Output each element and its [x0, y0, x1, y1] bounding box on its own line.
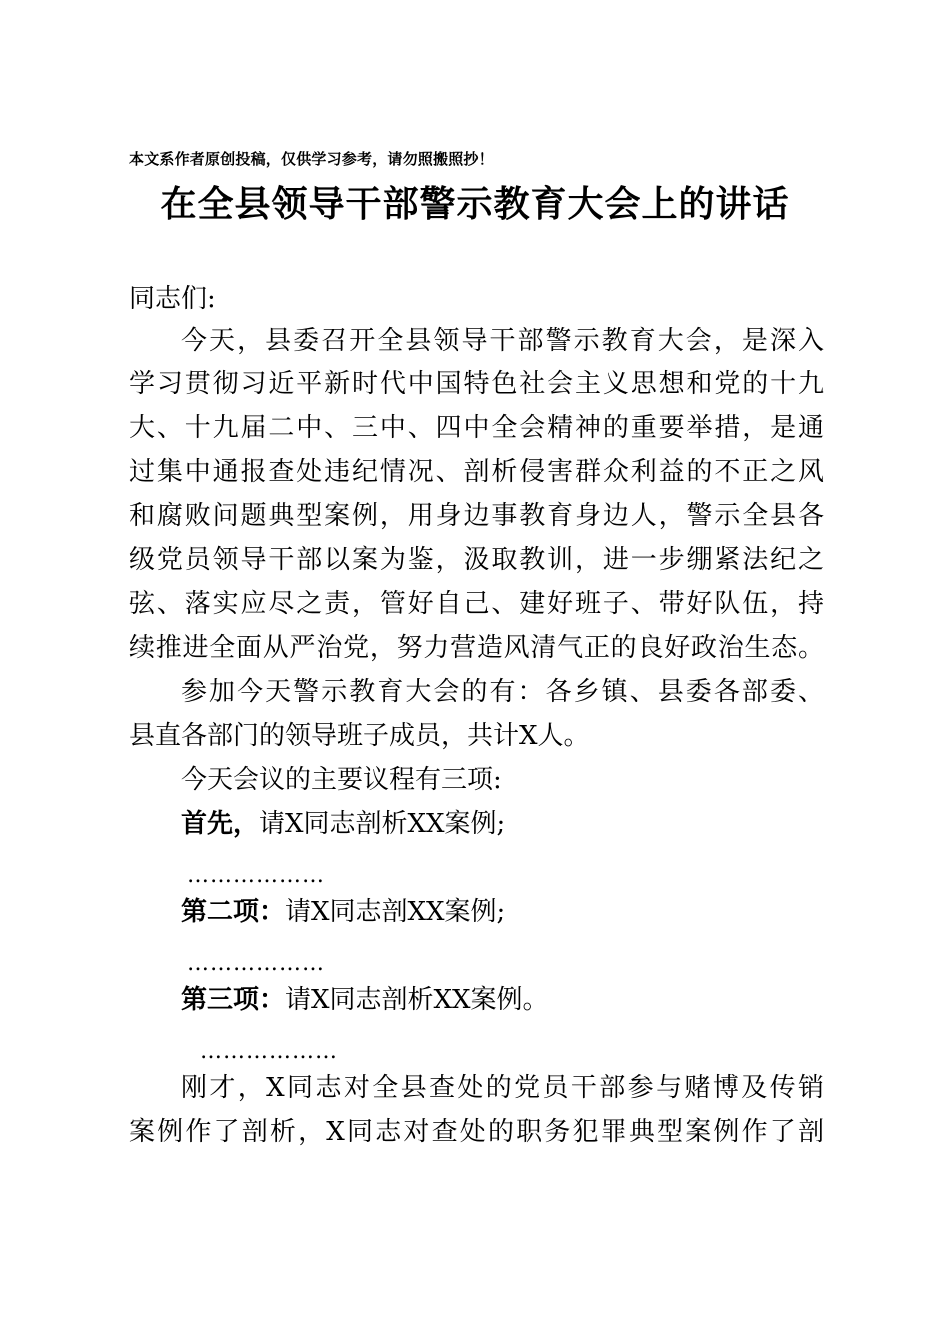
agenda-item-label: 第二项： — [181, 897, 286, 927]
ellipsis-line: ……………… — [187, 863, 325, 888]
paragraph-1-line: 大、十九届二中、三中、四中全会精神的重要举措，是通 — [129, 413, 824, 443]
paragraph-1-line: 学习贯彻习近平新时代中国特色社会主义思想和党的十九 — [129, 369, 824, 399]
agenda-item-3 — [181, 983, 824, 1017]
paragraph-2-line: 县直各部门的领导班子成员，共计X人。 — [129, 721, 590, 751]
paragraph-1-line: 弦、落实应尽之责，管好自己、建好班子、带好队伍，持 — [129, 589, 824, 619]
agenda-item-label: 首先， — [181, 809, 260, 839]
agenda-item-text: 请X同志剖析XX案例; — [259, 809, 506, 839]
ellipsis-line: ……………… — [187, 951, 325, 976]
agenda-item-label: 第三项： — [181, 985, 286, 1015]
salutation: 同志们: — [129, 284, 216, 314]
ellipsis-line: ……………… — [200, 1039, 338, 1064]
copyright-notice: 本文系作者原创投稿，仅供学习参考，请勿照搬照抄！ — [129, 150, 494, 168]
paragraph-3-line: 刚才，X同志对全县查处的党员干部参与赌博及传销 — [181, 1073, 824, 1103]
agenda-intro: 今天会议的主要议程有三项: — [181, 765, 502, 795]
paragraph-3-line: 案例作了剖析，X同志对查处的职务犯罪典型案例作了剖 — [129, 1117, 824, 1147]
paragraph-1-line: 和腐败问题典型案例，用身边事教育身边人，警示全县各 — [129, 501, 824, 531]
agenda-item-2 — [181, 895, 824, 929]
agenda-item-text: 请X同志剖XX案例; — [285, 897, 506, 927]
paragraph-1-line: 级党员领导干部以案为鉴，汲取教训，进一步绷紧法纪之 — [129, 545, 824, 575]
page-title: 在全县领导干部警示教育大会上的讲话 — [160, 183, 790, 225]
paragraph-1-line: 过集中通报查处违纪情况、剖析侵害群众利益的不正之风 — [129, 457, 824, 487]
paragraph-2-line: 参加今天警示教育大会的有：各乡镇、县委各部委、 — [181, 677, 824, 707]
agenda-item-1 — [181, 807, 824, 841]
paragraph-1-line: 今天，县委召开全县领导干部警示教育大会，是深入 — [181, 326, 824, 356]
agenda-item-text: 请X同志剖析XX案例。 — [285, 985, 549, 1015]
paragraph-1-line: 续推进全面从严治党，努力营造风清气正的良好政治生态。 — [129, 633, 824, 663]
